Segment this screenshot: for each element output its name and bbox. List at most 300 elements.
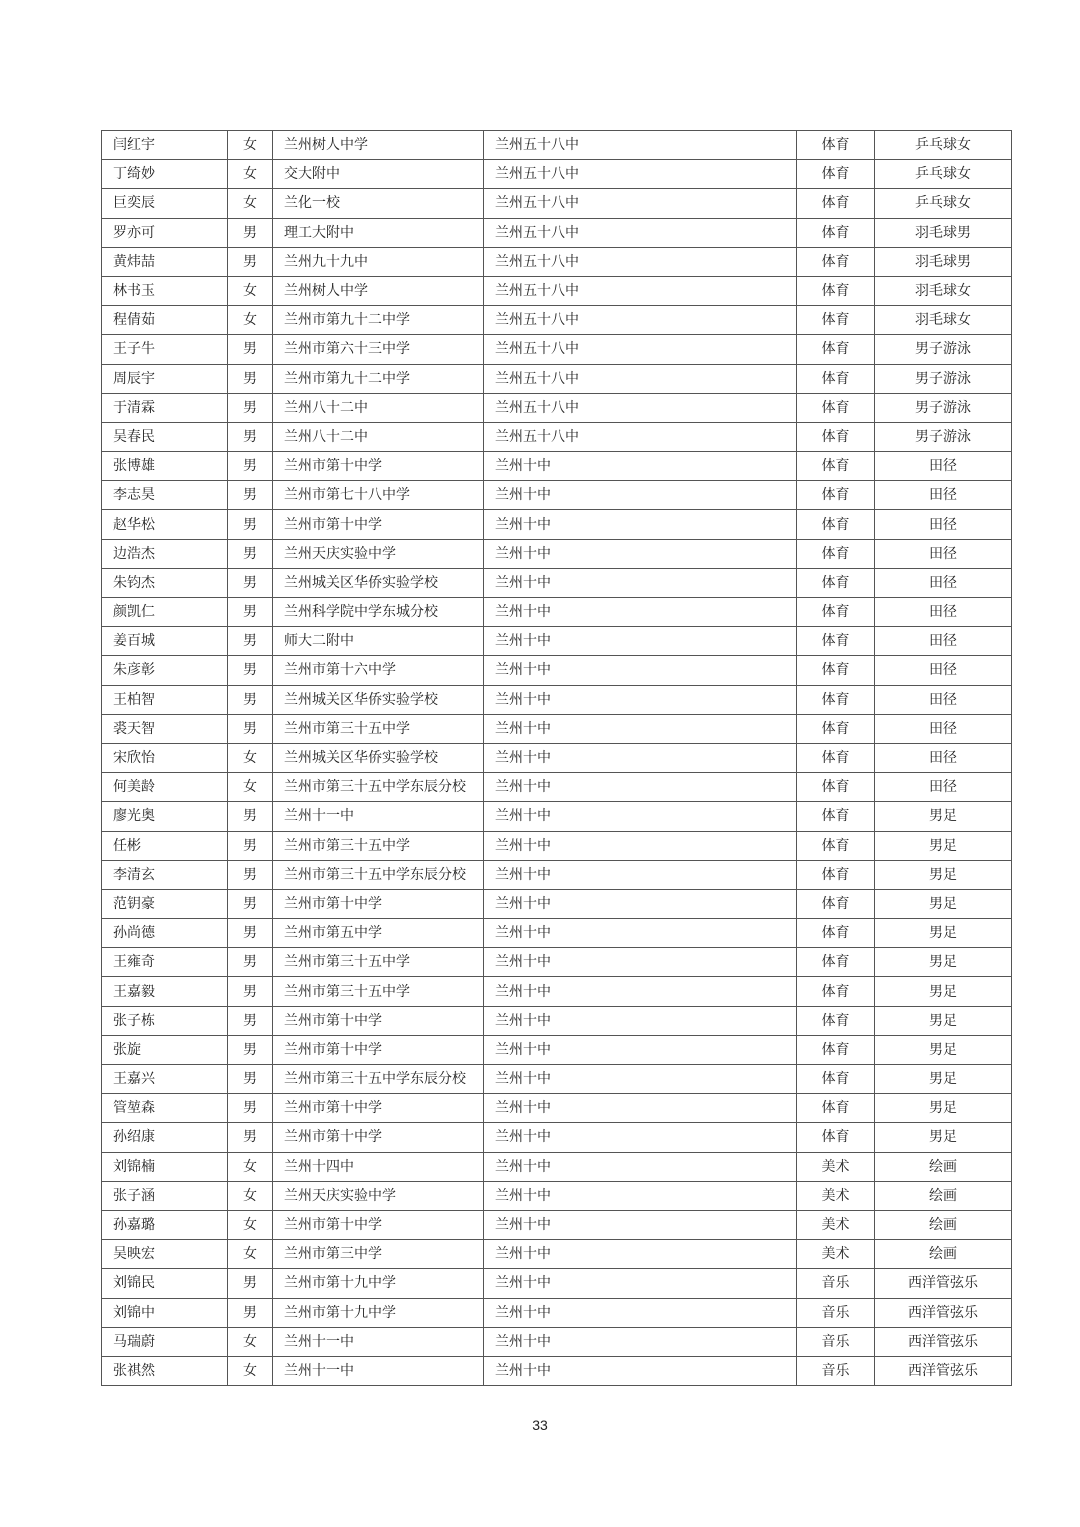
cell-specialty: 田径 (875, 743, 1012, 772)
cell-origin-school: 兰州树人中学 (273, 276, 484, 305)
table-row (102, 218, 1012, 247)
cell-category: 体育 (797, 656, 875, 685)
cell-gender: 男 (228, 889, 273, 918)
cell-specialty: 男足 (875, 1094, 1012, 1123)
cell-specialty: 绘画 (875, 1210, 1012, 1239)
cell-origin-school: 兰州市第十中学 (273, 889, 484, 918)
cell-category: 体育 (797, 510, 875, 539)
cell-origin-school: 兰州城关区华侨实验学校 (273, 743, 484, 772)
cell-name: 姜百城 (102, 627, 228, 656)
cell-origin-school: 兰化一校 (273, 189, 484, 218)
cell-admitted-school: 兰州十中 (484, 1181, 797, 1210)
table-row (102, 627, 1012, 656)
cell-gender: 男 (228, 598, 273, 627)
cell-category: 体育 (797, 131, 875, 160)
cell-admitted-school: 兰州十中 (484, 1065, 797, 1094)
cell-origin-school: 交大附中 (273, 160, 484, 189)
cell-gender: 男 (228, 393, 273, 422)
cell-name: 宋欣怡 (102, 743, 228, 772)
table-row (102, 831, 1012, 860)
cell-category: 体育 (797, 831, 875, 860)
cell-gender: 男 (228, 1035, 273, 1064)
cell-name: 裘天智 (102, 714, 228, 743)
cell-gender: 男 (228, 218, 273, 247)
cell-admitted-school: 兰州十中 (484, 860, 797, 889)
cell-specialty: 绘画 (875, 1152, 1012, 1181)
admission-roster-table (101, 130, 1012, 1386)
cell-name: 程倩茹 (102, 306, 228, 335)
cell-name: 孙尚德 (102, 919, 228, 948)
cell-admitted-school: 兰州十中 (484, 510, 797, 539)
table-row (102, 1035, 1012, 1064)
cell-gender: 男 (228, 335, 273, 364)
cell-specialty: 羽毛球男 (875, 247, 1012, 276)
cell-name: 赵华松 (102, 510, 228, 539)
cell-gender: 男 (228, 422, 273, 451)
table-row (102, 1240, 1012, 1269)
cell-name: 李清玄 (102, 860, 228, 889)
cell-admitted-school: 兰州十中 (484, 948, 797, 977)
cell-origin-school: 兰州市第三中学 (273, 1240, 484, 1269)
cell-specialty: 乒乓球女 (875, 189, 1012, 218)
cell-gender: 男 (228, 1123, 273, 1152)
cell-name: 吴映宏 (102, 1240, 228, 1269)
cell-category: 美术 (797, 1152, 875, 1181)
cell-gender: 男 (228, 1269, 273, 1298)
cell-gender: 男 (228, 656, 273, 685)
cell-origin-school: 兰州八十二中 (273, 422, 484, 451)
cell-category: 体育 (797, 276, 875, 305)
cell-category: 体育 (797, 364, 875, 393)
cell-specialty: 田径 (875, 773, 1012, 802)
cell-specialty: 男足 (875, 889, 1012, 918)
cell-gender: 女 (228, 1356, 273, 1385)
cell-origin-school: 兰州市第十中学 (273, 1094, 484, 1123)
cell-admitted-school: 兰州五十八中 (484, 218, 797, 247)
cell-admitted-school: 兰州十中 (484, 714, 797, 743)
cell-gender: 男 (228, 539, 273, 568)
cell-name: 管堃森 (102, 1094, 228, 1123)
cell-specialty: 男子游泳 (875, 364, 1012, 393)
table-row (102, 919, 1012, 948)
cell-admitted-school: 兰州十中 (484, 1210, 797, 1239)
cell-gender: 男 (228, 831, 273, 860)
table-row (102, 1327, 1012, 1356)
cell-admitted-school: 兰州十中 (484, 452, 797, 481)
cell-gender: 男 (228, 977, 273, 1006)
cell-category: 体育 (797, 160, 875, 189)
cell-specialty: 田径 (875, 598, 1012, 627)
cell-category: 体育 (797, 919, 875, 948)
cell-origin-school: 兰州市第三十五中学 (273, 831, 484, 860)
cell-category: 体育 (797, 335, 875, 364)
cell-specialty: 男足 (875, 831, 1012, 860)
cell-category: 体育 (797, 627, 875, 656)
cell-specialty: 男足 (875, 1035, 1012, 1064)
cell-admitted-school: 兰州五十八中 (484, 393, 797, 422)
cell-category: 体育 (797, 685, 875, 714)
cell-category: 音乐 (797, 1298, 875, 1327)
cell-admitted-school: 兰州十中 (484, 481, 797, 510)
table-row (102, 889, 1012, 918)
table-body (102, 131, 1012, 1386)
cell-origin-school: 兰州市第三十五中学东辰分校 (273, 860, 484, 889)
cell-name: 王嘉毅 (102, 977, 228, 1006)
cell-specialty: 男子游泳 (875, 393, 1012, 422)
cell-gender: 男 (228, 568, 273, 597)
cell-gender: 男 (228, 627, 273, 656)
cell-admitted-school: 兰州十中 (484, 919, 797, 948)
cell-specialty: 西洋管弦乐 (875, 1298, 1012, 1327)
table-row (102, 1065, 1012, 1094)
cell-category: 体育 (797, 247, 875, 276)
table-row (102, 481, 1012, 510)
cell-specialty: 乒乓球女 (875, 131, 1012, 160)
table-row (102, 131, 1012, 160)
cell-category: 体育 (797, 568, 875, 597)
cell-name: 周辰宇 (102, 364, 228, 393)
cell-origin-school: 兰州十四中 (273, 1152, 484, 1181)
cell-gender: 男 (228, 860, 273, 889)
cell-name: 廖光奥 (102, 802, 228, 831)
cell-category: 体育 (797, 218, 875, 247)
cell-admitted-school: 兰州十中 (484, 743, 797, 772)
cell-name: 孙嘉璐 (102, 1210, 228, 1239)
table-row (102, 306, 1012, 335)
cell-category: 体育 (797, 1006, 875, 1035)
cell-origin-school: 兰州市第十九中学 (273, 1269, 484, 1298)
cell-name: 巨奕辰 (102, 189, 228, 218)
cell-origin-school: 兰州城关区华侨实验学校 (273, 685, 484, 714)
table-row (102, 422, 1012, 451)
cell-origin-school: 兰州市第三十五中学 (273, 977, 484, 1006)
table-row (102, 860, 1012, 889)
cell-specialty: 田径 (875, 510, 1012, 539)
cell-origin-school: 兰州十一中 (273, 802, 484, 831)
cell-origin-school: 师大二附中 (273, 627, 484, 656)
cell-name: 李志昊 (102, 481, 228, 510)
cell-origin-school: 兰州八十二中 (273, 393, 484, 422)
cell-name: 张博雄 (102, 452, 228, 481)
cell-origin-school: 兰州市第十中学 (273, 1035, 484, 1064)
cell-category: 音乐 (797, 1327, 875, 1356)
cell-name: 张旋 (102, 1035, 228, 1064)
table-row (102, 568, 1012, 597)
cell-origin-school: 兰州市第三十五中学东辰分校 (273, 773, 484, 802)
cell-category: 体育 (797, 802, 875, 831)
cell-specialty: 西洋管弦乐 (875, 1327, 1012, 1356)
cell-category: 美术 (797, 1240, 875, 1269)
table-row (102, 189, 1012, 218)
table-row (102, 1298, 1012, 1327)
cell-name: 王嘉兴 (102, 1065, 228, 1094)
cell-gender: 男 (228, 919, 273, 948)
cell-admitted-school: 兰州五十八中 (484, 306, 797, 335)
cell-category: 体育 (797, 948, 875, 977)
cell-gender: 女 (228, 1327, 273, 1356)
table-row (102, 247, 1012, 276)
table-row (102, 743, 1012, 772)
cell-admitted-school: 兰州十中 (484, 1269, 797, 1298)
cell-specialty: 男子游泳 (875, 335, 1012, 364)
cell-origin-school: 兰州市第三十五中学东辰分校 (273, 1065, 484, 1094)
cell-category: 美术 (797, 1181, 875, 1210)
cell-admitted-school: 兰州十中 (484, 889, 797, 918)
cell-specialty: 男足 (875, 977, 1012, 1006)
cell-gender: 女 (228, 1210, 273, 1239)
cell-specialty: 羽毛球女 (875, 306, 1012, 335)
cell-gender: 女 (228, 306, 273, 335)
cell-category: 体育 (797, 714, 875, 743)
cell-origin-school: 兰州市第十九中学 (273, 1298, 484, 1327)
page-number: 33 (532, 1417, 548, 1433)
cell-specialty: 田径 (875, 685, 1012, 714)
cell-category: 体育 (797, 1035, 875, 1064)
cell-origin-school: 兰州市第九十二中学 (273, 364, 484, 393)
cell-origin-school: 兰州市第六十三中学 (273, 335, 484, 364)
cell-name: 朱钧杰 (102, 568, 228, 597)
table-row (102, 685, 1012, 714)
cell-specialty: 田径 (875, 481, 1012, 510)
cell-specialty: 男足 (875, 860, 1012, 889)
cell-admitted-school: 兰州十中 (484, 831, 797, 860)
cell-name: 罗亦可 (102, 218, 228, 247)
cell-origin-school: 兰州市第九十二中学 (273, 306, 484, 335)
cell-origin-school: 兰州市第十六中学 (273, 656, 484, 685)
table-row (102, 364, 1012, 393)
cell-gender: 女 (228, 1152, 273, 1181)
cell-origin-school: 兰州天庆实验中学 (273, 539, 484, 568)
cell-gender: 男 (228, 802, 273, 831)
cell-name: 范钥豪 (102, 889, 228, 918)
cell-category: 体育 (797, 598, 875, 627)
table-row (102, 977, 1012, 1006)
cell-category: 体育 (797, 189, 875, 218)
cell-origin-school: 理工大附中 (273, 218, 484, 247)
cell-origin-school: 兰州市第七十八中学 (273, 481, 484, 510)
cell-origin-school: 兰州九十九中 (273, 247, 484, 276)
table-row (102, 539, 1012, 568)
cell-specialty: 绘画 (875, 1240, 1012, 1269)
cell-gender: 男 (228, 1298, 273, 1327)
cell-specialty: 田径 (875, 568, 1012, 597)
cell-origin-school: 兰州市第十中学 (273, 452, 484, 481)
cell-gender: 女 (228, 160, 273, 189)
table-row (102, 1123, 1012, 1152)
cell-name: 马瑞蔚 (102, 1327, 228, 1356)
cell-category: 体育 (797, 306, 875, 335)
cell-admitted-school: 兰州十中 (484, 598, 797, 627)
table-row (102, 598, 1012, 627)
cell-admitted-school: 兰州十中 (484, 1035, 797, 1064)
cell-category: 音乐 (797, 1356, 875, 1385)
cell-name: 吴春民 (102, 422, 228, 451)
cell-name: 王雍奇 (102, 948, 228, 977)
cell-specialty: 男足 (875, 948, 1012, 977)
cell-admitted-school: 兰州十中 (484, 1240, 797, 1269)
cell-admitted-school: 兰州十中 (484, 627, 797, 656)
cell-specialty: 羽毛球男 (875, 218, 1012, 247)
cell-admitted-school: 兰州十中 (484, 1298, 797, 1327)
cell-admitted-school: 兰州十中 (484, 656, 797, 685)
cell-name: 王柏智 (102, 685, 228, 714)
cell-origin-school: 兰州市第三十五中学 (273, 948, 484, 977)
cell-origin-school: 兰州十一中 (273, 1356, 484, 1385)
cell-name: 颜凯仁 (102, 598, 228, 627)
cell-origin-school: 兰州天庆实验中学 (273, 1181, 484, 1210)
table-row (102, 452, 1012, 481)
cell-category: 体育 (797, 860, 875, 889)
table-row (102, 160, 1012, 189)
cell-name: 边浩杰 (102, 539, 228, 568)
table-row (102, 948, 1012, 977)
cell-admitted-school: 兰州十中 (484, 1123, 797, 1152)
cell-specialty: 西洋管弦乐 (875, 1269, 1012, 1298)
cell-gender: 女 (228, 1240, 273, 1269)
cell-specialty: 男足 (875, 1065, 1012, 1094)
table-row (102, 656, 1012, 685)
cell-specialty: 田径 (875, 714, 1012, 743)
cell-admitted-school: 兰州十中 (484, 1152, 797, 1181)
cell-gender: 女 (228, 189, 273, 218)
cell-gender: 男 (228, 1065, 273, 1094)
cell-specialty: 绘画 (875, 1181, 1012, 1210)
cell-specialty: 羽毛球女 (875, 276, 1012, 305)
cell-origin-school: 兰州市第十中学 (273, 1210, 484, 1239)
cell-specialty: 男子游泳 (875, 422, 1012, 451)
cell-admitted-school: 兰州十中 (484, 568, 797, 597)
cell-category: 体育 (797, 889, 875, 918)
cell-name: 孙绍康 (102, 1123, 228, 1152)
cell-name: 张子栋 (102, 1006, 228, 1035)
cell-gender: 女 (228, 131, 273, 160)
cell-category: 体育 (797, 977, 875, 1006)
table-row (102, 1094, 1012, 1123)
cell-category: 体育 (797, 452, 875, 481)
cell-admitted-school: 兰州五十八中 (484, 160, 797, 189)
cell-name: 张祺然 (102, 1356, 228, 1385)
table-row (102, 393, 1012, 422)
cell-origin-school: 兰州市第三十五中学 (273, 714, 484, 743)
cell-specialty: 田径 (875, 452, 1012, 481)
cell-admitted-school: 兰州十中 (484, 977, 797, 1006)
cell-admitted-school: 兰州五十八中 (484, 422, 797, 451)
cell-specialty: 田径 (875, 656, 1012, 685)
cell-category: 体育 (797, 743, 875, 772)
cell-origin-school: 兰州城关区华侨实验学校 (273, 568, 484, 597)
cell-gender: 男 (228, 1094, 273, 1123)
cell-gender: 男 (228, 452, 273, 481)
cell-gender: 女 (228, 743, 273, 772)
cell-specialty: 男足 (875, 1123, 1012, 1152)
cell-origin-school: 兰州市第五中学 (273, 919, 484, 948)
cell-admitted-school: 兰州五十八中 (484, 189, 797, 218)
cell-origin-school: 兰州市第十中学 (273, 1006, 484, 1035)
cell-category: 体育 (797, 393, 875, 422)
cell-gender: 女 (228, 1181, 273, 1210)
cell-admitted-school: 兰州十中 (484, 1094, 797, 1123)
cell-gender: 男 (228, 247, 273, 276)
table-row (102, 510, 1012, 539)
cell-name: 何美龄 (102, 773, 228, 802)
cell-name: 张子涵 (102, 1181, 228, 1210)
cell-name: 于清霖 (102, 393, 228, 422)
cell-admitted-school: 兰州五十八中 (484, 276, 797, 305)
cell-admitted-school: 兰州十中 (484, 773, 797, 802)
cell-name: 刘锦民 (102, 1269, 228, 1298)
cell-name: 朱彦彰 (102, 656, 228, 685)
cell-name: 丁绮妙 (102, 160, 228, 189)
cell-admitted-school: 兰州十中 (484, 685, 797, 714)
cell-admitted-school: 兰州五十八中 (484, 364, 797, 393)
cell-admitted-school: 兰州十中 (484, 1327, 797, 1356)
cell-gender: 男 (228, 948, 273, 977)
cell-category: 体育 (797, 1065, 875, 1094)
cell-origin-school: 兰州树人中学 (273, 131, 484, 160)
cell-category: 体育 (797, 773, 875, 802)
cell-gender: 女 (228, 276, 273, 305)
table-row (102, 1152, 1012, 1181)
cell-admitted-school: 兰州十中 (484, 1356, 797, 1385)
cell-name: 林书玉 (102, 276, 228, 305)
cell-gender: 男 (228, 1006, 273, 1035)
cell-gender: 男 (228, 364, 273, 393)
cell-category: 音乐 (797, 1269, 875, 1298)
cell-gender: 女 (228, 773, 273, 802)
cell-admitted-school: 兰州十中 (484, 539, 797, 568)
cell-gender: 男 (228, 714, 273, 743)
cell-category: 体育 (797, 422, 875, 451)
cell-specialty: 男足 (875, 919, 1012, 948)
cell-admitted-school: 兰州十中 (484, 1006, 797, 1035)
cell-name: 刘锦楠 (102, 1152, 228, 1181)
cell-specialty: 田径 (875, 627, 1012, 656)
table-row (102, 802, 1012, 831)
table-row (102, 1356, 1012, 1385)
cell-origin-school: 兰州十一中 (273, 1327, 484, 1356)
table-row (102, 276, 1012, 305)
table-row (102, 1181, 1012, 1210)
cell-admitted-school: 兰州五十八中 (484, 247, 797, 276)
table-row (102, 1269, 1012, 1298)
cell-specialty: 男足 (875, 802, 1012, 831)
table-row (102, 773, 1012, 802)
cell-admitted-school: 兰州五十八中 (484, 131, 797, 160)
cell-admitted-school: 兰州五十八中 (484, 335, 797, 364)
cell-origin-school: 兰州市第十中学 (273, 510, 484, 539)
cell-origin-school: 兰州科学院中学东城分校 (273, 598, 484, 627)
cell-name: 任彬 (102, 831, 228, 860)
cell-gender: 男 (228, 510, 273, 539)
cell-category: 体育 (797, 481, 875, 510)
cell-gender: 男 (228, 685, 273, 714)
cell-name: 黄炜喆 (102, 247, 228, 276)
cell-category: 体育 (797, 1123, 875, 1152)
cell-specialty: 西洋管弦乐 (875, 1356, 1012, 1385)
cell-origin-school: 兰州市第十中学 (273, 1123, 484, 1152)
cell-specialty: 男足 (875, 1006, 1012, 1035)
table-row (102, 1210, 1012, 1239)
cell-specialty: 乒乓球女 (875, 160, 1012, 189)
table-row (102, 714, 1012, 743)
cell-category: 体育 (797, 1094, 875, 1123)
table-row (102, 335, 1012, 364)
table-row (102, 1006, 1012, 1035)
cell-name: 刘锦中 (102, 1298, 228, 1327)
cell-category: 美术 (797, 1210, 875, 1239)
cell-admitted-school: 兰州十中 (484, 802, 797, 831)
cell-specialty: 田径 (875, 539, 1012, 568)
